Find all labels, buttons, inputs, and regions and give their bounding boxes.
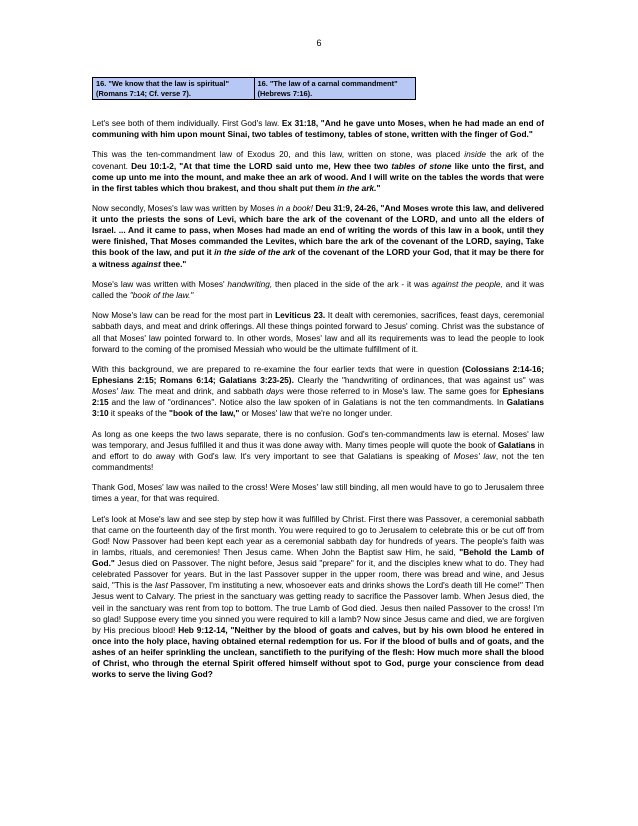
reference: Galatians 3:10	[92, 397, 544, 419]
paragraph	[92, 482, 544, 504]
emphasis: handwriting,	[227, 278, 273, 289]
text: Deu 31:9, 24-26, "And Moses wrote this law, and delivered it unto the priests the sons of Levi, which bare the ark of the covenant of the LORD, and unto all the elders of Israel. ... And it came to pass, when Moses had made an end of writing the words of this law in a book, until they were finished, That Moses commanded the Levites, which bare the ark of the covenant of the LORD, saying, Take this book of the law, and put it	[92, 203, 544, 258]
scripture-quote: Heb 9:12-14, "Neither by the blood of goats and calves, but by his own blood he entered in once into the holy place, having obtained eternal redemption for us. For if the blood of bulls and of goats, and the ashes of an heifer sprinkling the unclean, sanctifieth to the purifying of the flesh: How much more shall the blood of Christ, who through the eternal Spirit offered himself without spot to God, purge your conscience from dead works to serve the living God?	[92, 624, 544, 680]
emphasis: Moses' law	[453, 450, 496, 461]
reference: Ephesians 2:15	[92, 386, 545, 408]
text: then placed in the side of the ark - it was	[272, 278, 432, 289]
scripture-quote: Ex 31:18, "And he gave unto Moses, when he had made an end of communing with him upon mount Sinai, two tables of testimony, tables of stone, written with the finger of God."	[92, 118, 544, 140]
scripture-quote	[92, 161, 544, 193]
moses-law-cell	[254, 78, 416, 100]
moses-law-reference: (Hebrews 7:16).	[257, 88, 313, 98]
gods-law-heading: 16. "We know that the law is spiritual"	[96, 79, 229, 88]
reference: Galatians	[497, 439, 536, 450]
reference: (Colossians 2:14-16; Ephesians 2:15; Romans 6:14; Galatians 3:23-25).	[92, 363, 544, 386]
scripture-quote: "Behold the Lamb of God."	[92, 547, 545, 569]
paragraph	[92, 149, 544, 193]
emphasis: "book of the law."	[129, 289, 194, 300]
text: This was the ten-commandment law of Exodus 20, and this law, written on stone, was placed	[92, 149, 465, 160]
text: , not the ten commandments!	[92, 450, 544, 472]
text: Jesus died on Passover. The night before, Jesus said "prepare" for it, and the disciples knew what to do. They had celebrated Passover for years. But in the last Passover supper in the upper room, there was bread and wine, and Jesus said, "This is the	[92, 558, 544, 591]
moses-law-heading: 16. "The law of a carnal commandment"	[257, 79, 398, 88]
page-number: 6	[316, 38, 322, 48]
text: As long as one keeps the two laws separate, there is no confusion. God's ten-commandments law is eternal. Moses' law was temporary, and Jesus fulfilled it and thus it was done away with. Many times people will quote the book of	[92, 428, 544, 450]
paragraph	[92, 514, 544, 681]
text: Mose's law was written with Moses'	[92, 278, 228, 289]
text: and it was called the	[92, 278, 544, 300]
text: the ark of the covenant.	[92, 149, 544, 171]
reference: Leviticus 23.	[275, 310, 326, 321]
emphasis: in the side of the ark	[214, 247, 296, 258]
text: Let's look at Mose's law and see step by step how it was fulfilled by Christ. First there was Passover, a ceremonial sabbath that came on the fourteenth day of the first month. You were required to go to Jerusalem to celebrate this or be cut off from God! Now Passover had been kept each year as a ceremonial sabbath day for hundreds of years. The people's faith was in lambs, rituals, and ceremonies! Then Jesus came. When John the Baptist saw Him, he said,	[92, 513, 544, 557]
text: it speaks of the	[108, 408, 170, 419]
paragraph	[92, 279, 544, 301]
emphasis: days	[266, 386, 284, 397]
text: thee."	[160, 258, 187, 269]
emphasis: in a book!	[276, 203, 313, 214]
gods-law-reference: (Romans 7:14; Cf. verse 7).	[96, 88, 191, 98]
text: Passover, I'm instituting a new, whosoever eats and drinks shows the Lord's death till He come!" Then Jesus went to Calvary. The priest in the sanctuary was getting ready to sacrifice the Passover lamb. When Jesus died, the veil in the sanctuary was rent from top to bottom. The true Lamb of God died. Jesus then nailed Passover to the cross! I'm so glad! Suppose every time you sinned you were required to kill a lamb? Now since Jesus came and died, we are forgiven by His precious blood!	[92, 580, 544, 635]
text: Thank God, Moses' law was nailed to the cross! Were Moses' law still binding, all men would have to go to Jerusalem three times a year, for that was required.	[92, 482, 544, 504]
paragraph	[92, 364, 544, 420]
gods-law-cell	[93, 78, 255, 100]
paragraph	[92, 429, 544, 473]
text: of the covenant of the LORD your God, that it may be there for a witness	[92, 247, 544, 269]
paragraph	[92, 203, 544, 270]
reference: "book of the law,"	[169, 408, 240, 419]
text: Now secondly, Moses's law was written by Moses	[92, 203, 277, 214]
table-row	[93, 78, 416, 100]
text: were those referred to in Mose's law. The same goes for	[283, 386, 503, 397]
emphasis: against the people,	[431, 278, 503, 289]
emphasis: Moses' law.	[92, 386, 136, 397]
text: in and effort to do away with God's law. It's very important to see that Galatians is speaking of	[92, 439, 545, 461]
emphasis: in the ark.	[337, 182, 377, 193]
body-text	[92, 118, 544, 690]
emphasis: against	[131, 258, 161, 269]
emphasis: last	[154, 580, 168, 591]
emphasis: tables of stone	[391, 160, 452, 171]
text: and the law of "ordinances". Notice also the law spoken of in Galatians is not the ten commandments. In	[108, 397, 507, 408]
paragraph	[92, 310, 544, 354]
text: The meat and drink, and sabbath	[135, 386, 267, 397]
text: Let's see both of them individually. First God's law.	[92, 118, 282, 128]
text: It dealt with ceremonies, sacrifices, feast days, ceremonial sabbath days, and meat and drink offerings. All these things pointed forward to Jesus' coming. Christ was the substance of all that Moses' law pointed forward to. In other words, Moses' law and all its requirements was to lead the people to look forward to the coming of the promised Messiah who would be the ultimate fulfillment of it.	[92, 310, 544, 354]
paragraph	[92, 118, 544, 140]
text: or Moses' law that we're no longer under.	[239, 408, 393, 419]
text: like unto the first, and come up unto me into the mount, and make thee an ark of wood. And I will write on the tables the words that were in the first tables which thou brakest, and thou shalt put them	[92, 160, 544, 193]
text: With this background, we are prepared to re-examine the four earlier texts that were in question	[92, 363, 463, 374]
emphasis: inside	[464, 149, 486, 160]
text: "	[376, 182, 381, 193]
text: Now Mose's law can be read for the most part in	[92, 310, 276, 321]
comparison-table	[92, 77, 416, 100]
text: Deu 10:1-2, "At that time the LORD said unto me, Hew thee two	[131, 160, 392, 171]
text: Clearly the "handwriting of ordinances, that was against us" was	[293, 375, 544, 386]
